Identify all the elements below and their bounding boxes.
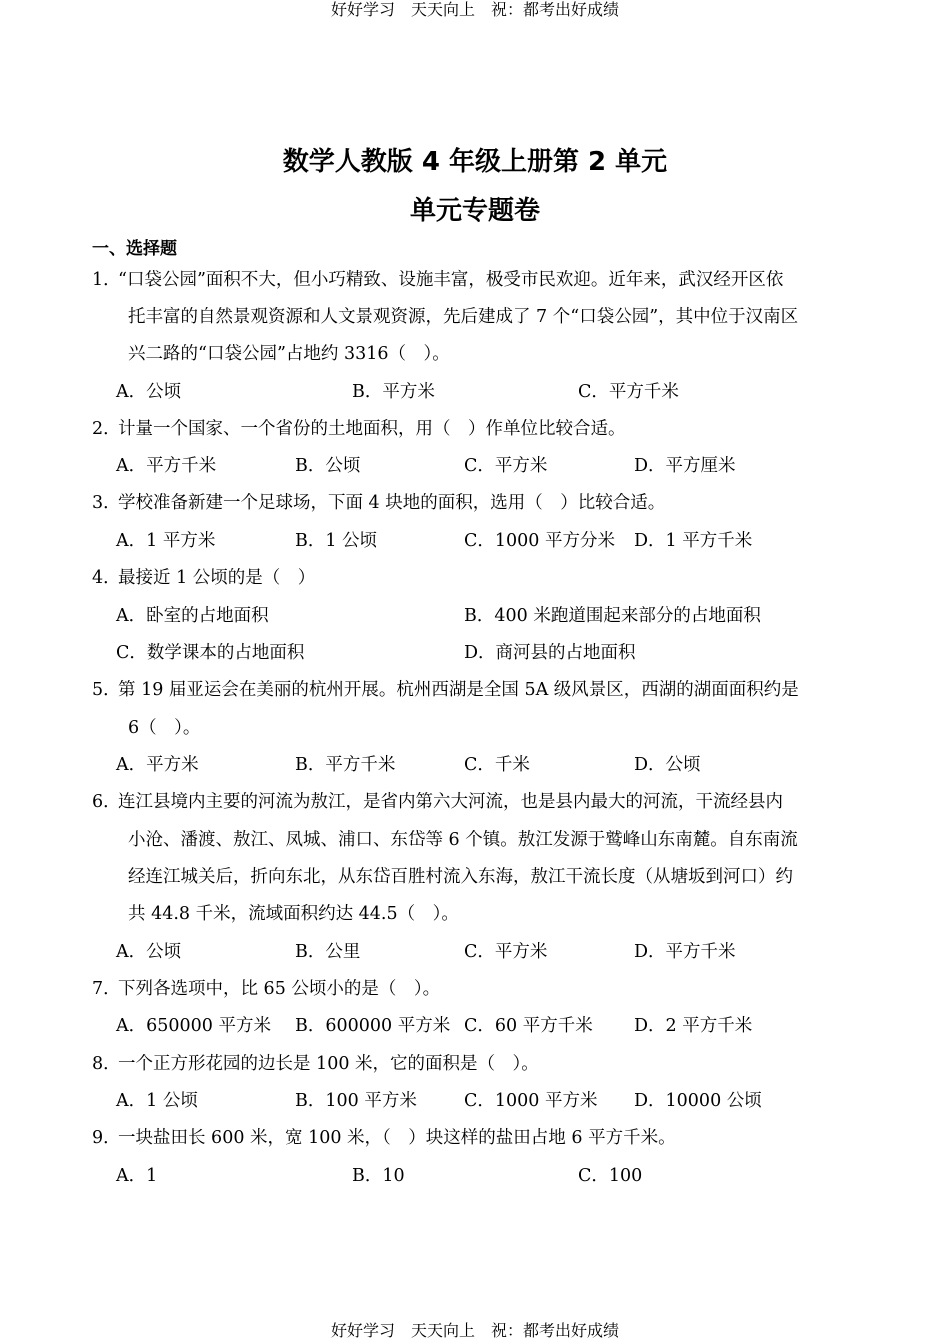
option-c: C．平方米: [464, 942, 548, 962]
question-text: 一个正方形花园的边长是 100 米，它的面积是（ ）。: [118, 1054, 539, 1074]
option-a: A．1: [116, 1166, 158, 1186]
option-b: B．公里: [295, 942, 361, 962]
option-a: A．1 公顷: [116, 1091, 198, 1111]
section-title: 一、选择题: [92, 239, 177, 259]
option-d: D．1 平方千米: [634, 531, 753, 551]
option-a: A．公顷: [116, 382, 182, 402]
option-c: C．60 平方千米: [464, 1016, 593, 1036]
option-b: B．公顷: [295, 456, 361, 476]
option-b: B．600000 平方米: [295, 1016, 451, 1036]
option-d: D．2 平方千米: [634, 1016, 753, 1036]
option-a: A．平方米: [116, 755, 199, 775]
question-text: 共 44.8 千米，流域面积约达 44.5（ ）。: [128, 904, 459, 924]
option-a: A．平方千米: [116, 456, 217, 476]
question-text: 学校准备新建一个足球场，下面 4 块地的面积，选用（ ）比较合适。: [118, 493, 666, 513]
document-subtitle: 单元专题卷: [409, 196, 540, 226]
question-text: 最接近 1 公顷的是（ ）: [118, 568, 316, 588]
option-c: C．100: [578, 1166, 643, 1186]
option-d: D．平方千米: [634, 942, 736, 962]
option-c: C．数学课本的占地面积: [116, 643, 305, 663]
option-b: B．平方千米: [295, 755, 396, 775]
option-d: D．平方厘米: [634, 456, 736, 476]
question-text: 兴二路的“口袋公园”占地约 3316（ ）。: [128, 344, 450, 364]
option-d: D．10000 公顷: [634, 1091, 762, 1111]
question-text: 小沧、潘渡、敖江、凤城、浦口、东岱等 6 个镇。敖江发源于鹫峰山东南麓。自东南流: [128, 830, 798, 850]
question-number: 3．: [92, 493, 121, 513]
option-a: A．公顷: [116, 942, 182, 962]
page-footer: 好好学习 天天向上 祝：都考出好成绩: [330, 1321, 619, 1340]
question-number: 8．: [92, 1054, 121, 1074]
question-text: 第 19 届亚运会在美丽的杭州开展。杭州西湖是全国 5A 级风景区，西湖的湖面面积约是: [118, 680, 799, 700]
question-number: 5．: [92, 680, 121, 700]
option-b: B．400 米跑道围起来部分的占地面积: [464, 606, 761, 626]
page-header: 好好学习 天天向上 祝：都考出好成绩: [330, 0, 619, 19]
question-text: 经连江城关后，折向东北，从东岱百胜村流入东海，敖江干流长度（从塘坂到河口）约: [128, 867, 793, 887]
option-b: B．平方米: [352, 382, 435, 402]
option-b: B．1 公顷: [295, 531, 378, 551]
option-a: A．1 平方米: [116, 531, 216, 551]
question-number: 7．: [92, 979, 121, 999]
question-number: 2．: [92, 419, 121, 439]
option-a: A．650000 平方米: [116, 1016, 272, 1036]
question-text: 一块盐田长 600 米，宽 100 米，（ ）块这样的盐田占地 6 平方千米。: [118, 1128, 676, 1148]
question-number: 1．: [92, 270, 121, 290]
option-c: C．平方千米: [578, 382, 679, 402]
question-number: 4．: [92, 568, 121, 588]
option-c: C．平方米: [464, 456, 548, 476]
question-text: 托丰富的自然景观资源和人文景观资源，先后建成了 7 个“口袋公园”，其中位于汉南区: [128, 307, 799, 327]
question-text: 计量一个国家、一个省份的土地面积，用（ ）作单位比较合适。: [118, 419, 626, 439]
question-number: 9．: [92, 1128, 121, 1148]
document-title: 数学人教版 4 年级上册第 2 单元: [282, 147, 668, 177]
option-d: D．商河县的占地面积: [464, 643, 636, 663]
question-text: 连江县境内主要的河流为敖江，是省内第六大河流，也是县内最大的河流，干流经县内: [118, 792, 783, 812]
option-c: C．千米: [464, 755, 530, 775]
question-text: “口袋公园”面积不大，但小巧精致、设施丰富，极受市民欢迎。近年来，武汉经开区依: [118, 270, 784, 290]
option-b: B．100 平方米: [295, 1091, 417, 1111]
option-a: A．卧室的占地面积: [116, 606, 269, 626]
question-number: 6．: [92, 792, 121, 812]
question-text: 6（ ）。: [128, 718, 201, 738]
option-b: B．10: [352, 1166, 405, 1186]
option-d: D．公顷: [634, 755, 701, 775]
option-c: C．1000 平方米: [464, 1091, 598, 1111]
option-c: C．1000 平方分米: [464, 531, 615, 551]
question-text: 下列各选项中，比 65 公顷小的是（ ）。: [118, 979, 441, 999]
